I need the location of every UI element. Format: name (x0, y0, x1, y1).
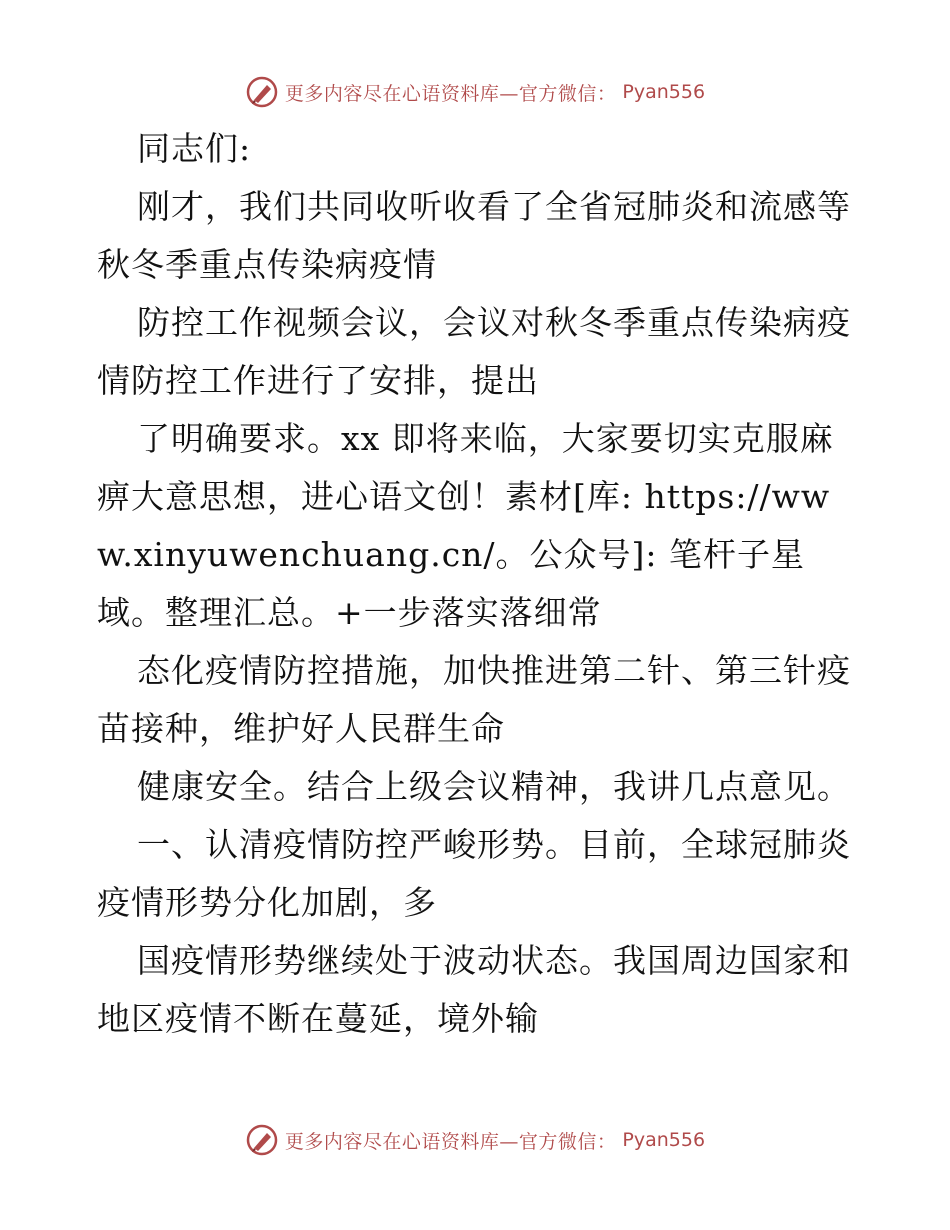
banner-text: 更多内容尽在心语资料库—官方微信： (284, 82, 617, 105)
document-body (97, 120, 857, 1048)
pen-logo-icon (245, 75, 279, 109)
paragraph: 健康安全。结合上级会议精神，我讲几点意见。 (137, 767, 851, 806)
paragraph: 国疫情形势继续处于波动状态。我国周边国家和地区疫情不断在蔓延，境外输 (97, 941, 851, 1038)
banner-wechat-id: Pyan556 (622, 81, 706, 103)
paragraph: 态化疫情防控措施，加快推进第二针、第三针疫苗接种，维护好人民群生命 (97, 651, 851, 748)
paragraph: 了明确要求。xx 即将来临，大家要切实克服麻痹大意思想，进心语文创！素材[库: https://www.xinyuwenchuang.cn/。公众号]: 笔杆子星域。整理汇总。+一步落实落细常 (97, 419, 834, 632)
banner-text: 更多内容尽在心语资料库—官方微信： (284, 1130, 617, 1153)
pen-logo-icon (245, 1123, 279, 1157)
footer-watermark-banner (0, 1120, 950, 1160)
paragraph: 一、认清疫情防控严峻形势。目前，全球冠肺炎疫情形势分化加剧，多 (97, 825, 851, 922)
paragraph: 防控工作视频会议，会议对秋冬季重点传染病疫情防控工作进行了安排，提出 (97, 303, 851, 400)
banner-wechat-id: Pyan556 (622, 1129, 706, 1151)
paragraph: 同志们: (137, 129, 252, 168)
paragraph: 刚才，我们共同收听收看了全省冠肺炎和流感等秋冬季重点传染病疫情 (97, 187, 851, 284)
header-watermark-banner (0, 72, 950, 112)
